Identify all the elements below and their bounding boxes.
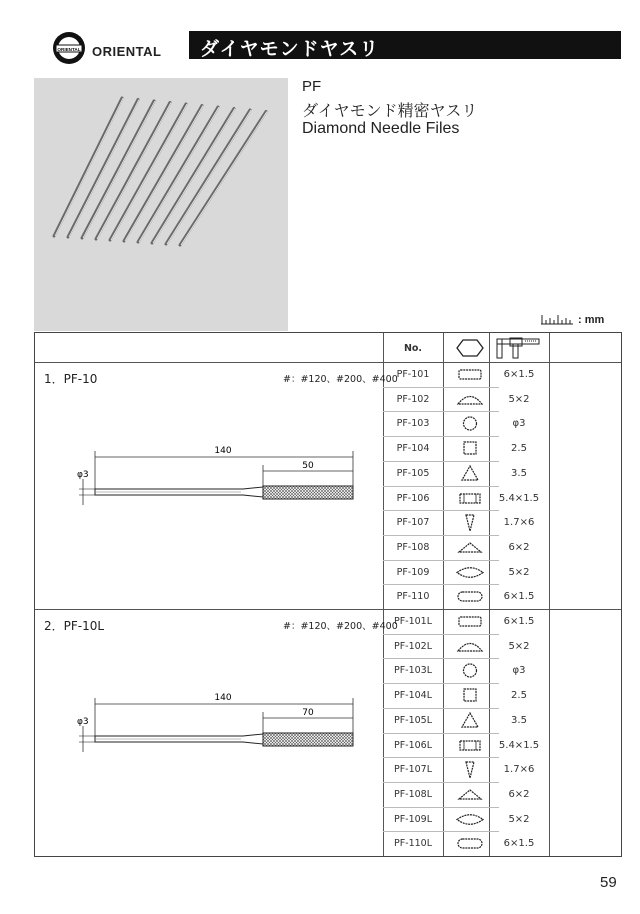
size-value: 6×2 bbox=[508, 788, 530, 800]
size-value: 5.4×1.5 bbox=[498, 492, 540, 504]
round-icon bbox=[443, 411, 497, 436]
size-value: 6×1.5 bbox=[503, 838, 535, 850]
size-value: 6×2 bbox=[508, 541, 530, 553]
category-title: ダイヤモンドヤスリ bbox=[200, 38, 380, 60]
flat-icon bbox=[443, 609, 497, 634]
triangle-icon bbox=[443, 708, 497, 733]
model-number: PF-107 bbox=[396, 517, 430, 529]
cut-length-label: 50 bbox=[302, 461, 314, 471]
model-number: PF-105 bbox=[396, 467, 430, 479]
column-header-no: No. bbox=[403, 343, 423, 354]
unit-label: : mm bbox=[578, 314, 605, 326]
model-number: PF-108 bbox=[396, 541, 430, 553]
diameter-label: φ3 bbox=[77, 470, 89, 480]
spec-table bbox=[34, 332, 622, 857]
crossing-icon bbox=[443, 807, 497, 832]
model-number: PF-103L bbox=[393, 665, 433, 677]
flat-round-edge-icon bbox=[443, 831, 497, 856]
half-round-icon bbox=[443, 387, 497, 412]
brand-name: ORIENTAL bbox=[92, 44, 162, 59]
size-value: 2.5 bbox=[511, 443, 527, 455]
product-name-jp: ダイヤモンド精密ヤスリ bbox=[302, 101, 478, 120]
product-photo bbox=[34, 78, 288, 331]
size-value: 3.5 bbox=[511, 714, 527, 726]
cut-length-label: 70 bbox=[302, 708, 314, 718]
equalling-icon bbox=[443, 733, 497, 758]
model-number: PF-108L bbox=[393, 788, 433, 800]
file-dimension-drawing bbox=[73, 437, 363, 527]
knife-icon bbox=[443, 757, 497, 782]
model-number: PF-107L bbox=[393, 764, 433, 776]
size-value: φ3 bbox=[512, 665, 526, 677]
model-number: PF-101 bbox=[396, 369, 430, 380]
total-length-label: 140 bbox=[214, 693, 232, 703]
half-round-icon bbox=[443, 634, 497, 659]
size-value: 1.7×6 bbox=[503, 764, 535, 776]
file-dimension-drawing bbox=[73, 684, 363, 774]
model-number: PF-104 bbox=[396, 443, 430, 455]
equalling-icon bbox=[443, 486, 497, 511]
size-value: 6×1.5 bbox=[503, 369, 535, 380]
model-number: PF-104L bbox=[393, 690, 433, 702]
section-title: 1．PF-10 bbox=[44, 372, 98, 386]
round-icon bbox=[443, 658, 497, 683]
model-number: PF-109 bbox=[396, 566, 430, 578]
knife-icon bbox=[443, 510, 497, 535]
size-value: 2.5 bbox=[511, 690, 527, 702]
model-number: PF-106L bbox=[393, 739, 433, 751]
oriental-logo bbox=[52, 31, 86, 65]
diameter-label: φ3 bbox=[77, 717, 89, 727]
model-number: PF-109L bbox=[393, 813, 433, 825]
section-title: 2．PF-10L bbox=[44, 619, 105, 633]
model-number: PF-101L bbox=[393, 616, 433, 627]
size-value: 3.5 bbox=[511, 467, 527, 479]
model-number: PF-105L bbox=[393, 714, 433, 726]
barrette-icon bbox=[443, 535, 497, 560]
ruler-icon bbox=[541, 313, 573, 325]
model-number: PF-103 bbox=[396, 418, 430, 430]
total-length-label: 140 bbox=[214, 446, 232, 456]
size-value: 5×2 bbox=[508, 813, 530, 825]
size-value: 6×1.5 bbox=[503, 591, 535, 603]
barrette-icon bbox=[443, 782, 497, 807]
logo-text: ORIENTAL bbox=[57, 46, 81, 52]
size-value: 5.4×1.5 bbox=[498, 739, 540, 751]
model-number: PF-106 bbox=[396, 492, 430, 504]
product-name-en: Diamond Needle Files bbox=[302, 120, 460, 137]
flat-icon bbox=[443, 362, 497, 387]
size-value: 6×1.5 bbox=[503, 616, 535, 627]
crossing-icon bbox=[443, 560, 497, 585]
page-number: 59 bbox=[600, 874, 617, 891]
caliper-icon bbox=[495, 336, 543, 360]
grit-options: #：#120、#200、#400 bbox=[283, 374, 398, 385]
triangle-icon bbox=[443, 461, 497, 486]
size-value: φ3 bbox=[512, 418, 526, 430]
flat-round-edge-icon bbox=[443, 584, 497, 609]
square-icon bbox=[443, 436, 497, 461]
size-value: 5×2 bbox=[508, 566, 530, 578]
model-number: PF-102L bbox=[393, 640, 433, 652]
model-number: PF-110 bbox=[396, 591, 430, 603]
square-icon bbox=[443, 683, 497, 708]
model-number: PF-110L bbox=[393, 838, 433, 850]
model-number: PF-102 bbox=[396, 393, 430, 405]
product-code: PF bbox=[302, 78, 322, 95]
hexagon-icon bbox=[455, 339, 485, 357]
size-value: 5×2 bbox=[508, 393, 530, 405]
size-value: 1.7×6 bbox=[503, 517, 535, 529]
size-value: 5×2 bbox=[508, 640, 530, 652]
grit-options: #：#120、#200、#400 bbox=[283, 621, 398, 632]
